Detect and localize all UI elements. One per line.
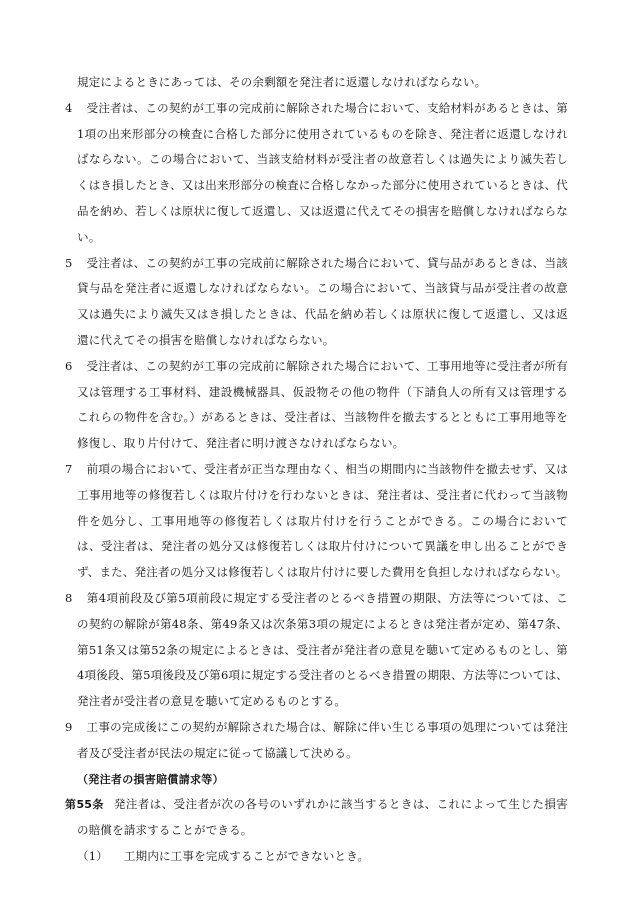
paragraph-text: 規定によるときにあっては、その余剰額を発注者に返還しなければならない。 (77, 75, 487, 89)
paragraph-number: 7 (65, 461, 73, 476)
paragraph-5 (65, 251, 568, 354)
paragraph-text: 受注者は、この契約が工事の完成前に解除された場合において、工事用地等に受注者が所有又は管理する工事材料、建設機械器具、仮設物その他の物件（下請負人の所有又は管理するこれらの物件を含む。）があるときは、受注者は、当該物件を撤去するとともに工事用地等を修復し、取り片付けて、発注者に明け渡さなければならない。 (77, 358, 568, 451)
list-item-text: 工期内に工事を完成することができないとき。 (123, 848, 370, 863)
paragraph-4 (65, 96, 568, 251)
article-55 (65, 792, 568, 844)
paragraph-number: 5 (65, 255, 73, 270)
paragraph-text: 前項の場合において、受注者が正当な理由なく、相当の期間内に当該物件を撤去せず、又は工事用地等の修復若しくは取片付けを行わないときは、発注者は、受注者に代わって当該物件を処分し、工事用地等の修復若しくは取片付けを行うことができる。この場合においては、受注者は、発注者の処分又は修復若しくは取片付けについて異議を申し出ることができず、また、発注者の処分又は修復若しくは取片付けに要した費用を負担しなければならない。 (77, 461, 568, 580)
paragraph-text: 受注者は、この契約が工事の完成前に解除された場合において、貸与品があるときは、当該貸与品を発注者に返還しなければならない。この場合において、当該貸与品が受注者の故意又は過失により滅失又はき損したときは、代品を納め若しくは原状に復して返還し、又は返還に代えてその損害を賠償しなければならない。 (77, 255, 568, 347)
paragraph-6 (65, 354, 568, 457)
list-item-number: （1） (77, 848, 108, 863)
paragraph-text: 受注者は、この契約が工事の完成前に解除された場合において、支給材料があるときは、第1項の出来形部分の検査に合格した部分に使用されているものを除き、発注者に返還しなければならない。この場合において、当該支給材料が受注者の故意若しくは過失により滅失若しくはき損したとき、又は出来形部分の検査に合格しなかった部分に使用されているときは、代品を納め、若しくは原状に復して返還し、又は返還に代えてその損害を賠償しなければならない。 (77, 100, 568, 244)
paragraph-number: 6 (65, 358, 73, 373)
paragraph-number: 4 (65, 100, 73, 115)
list-item-1 (65, 844, 568, 870)
document-body (65, 70, 568, 870)
paragraph-text: 工事の完成後にこの契約が解除された場合は、解除に伴い生じる事項の処理については発注者及び受注者が民法の規定に従って協議して決める。 (77, 719, 568, 760)
paragraph-9 (65, 715, 568, 767)
section-heading (65, 767, 568, 793)
paragraph-continuation (65, 70, 568, 96)
section-heading-text: （発注者の損害賠償請求等） (77, 772, 224, 786)
article-number: 第55条 (65, 798, 104, 812)
paragraph-7 (65, 457, 568, 586)
paragraph-number: 8 (65, 590, 73, 605)
paragraph-text: 第4項前段及び第5項前段に規定する受注者のとるべき措置の期限、方法等については、この契約の解除が第48条、第49条又は次条第3項の規定によるときは発注者が定め、第47条、第51条又は第52条の規定によるときは、受注者が発注者の意見を聴いて定めるものとし、第4項後段、第5項後段及び第6項に規定する受注者のとるべき措置の期限、方法等については、発注者が受注者の意見を聴いて定めるものとする。 (77, 590, 568, 709)
paragraph-number: 9 (65, 719, 73, 734)
paragraph-8 (65, 586, 568, 715)
article-text: 発注者は、受注者が次の各号のいずれかに該当するときは、これによって生じた損害の賠償を請求することができる。 (77, 797, 568, 838)
